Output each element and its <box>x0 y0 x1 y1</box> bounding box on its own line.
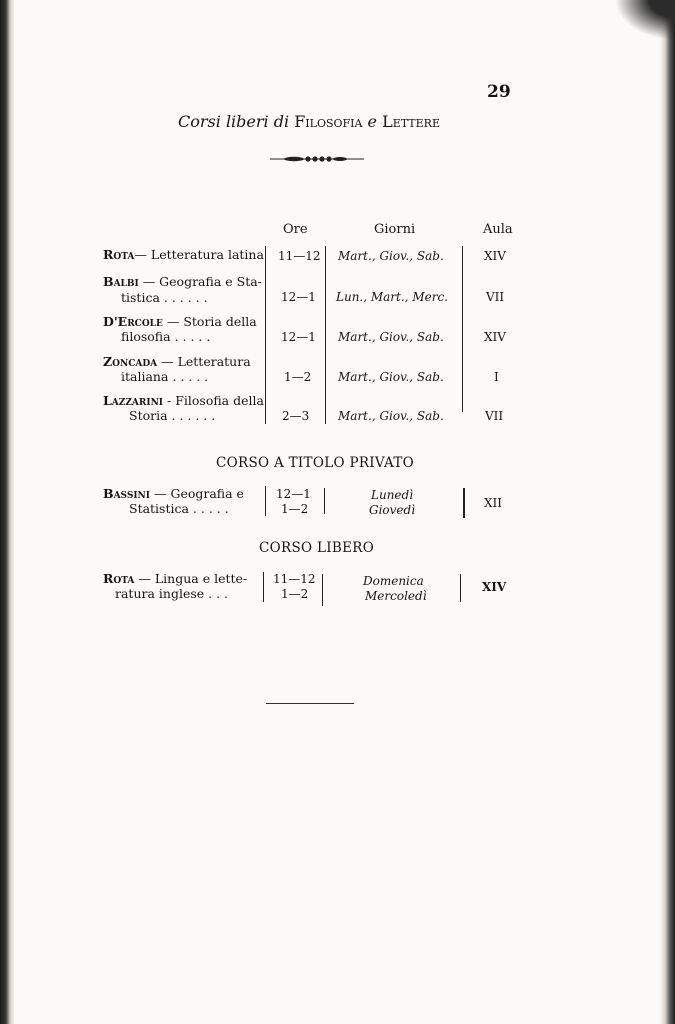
course-description: — Letteratura latina <box>134 247 264 262</box>
course-hours: 1—2 <box>281 587 309 601</box>
professor-name: Balbi <box>103 274 139 289</box>
course-description-cont: tistica . . . . . . <box>121 290 208 305</box>
table-divider-middle <box>322 574 323 606</box>
professor-name: Rota <box>103 247 135 262</box>
course-days: Mart., Giov., Sab. <box>338 330 444 344</box>
professor-name: Zoncada <box>103 354 158 369</box>
professor-name: Lazzarini <box>103 393 164 408</box>
course-room: XII <box>484 496 503 510</box>
ornament-divider-icon <box>270 154 364 164</box>
professor-name: Rota <box>103 571 135 586</box>
course-hours: 11—12 <box>278 249 321 263</box>
page-number: 29 <box>487 82 511 102</box>
course-room: I <box>494 370 499 384</box>
course-days: Lun., Mart., Merc. <box>336 290 448 304</box>
course-days: Mart., Giov., Sab. <box>338 409 444 423</box>
course-room: XIV <box>484 249 506 263</box>
table-divider-left <box>265 246 266 424</box>
title-part-2: Filosofia <box>294 112 363 131</box>
course-room: XIV <box>482 580 507 594</box>
table-divider-left <box>265 486 266 516</box>
table-row <box>103 246 264 264</box>
table-divider-right <box>462 246 463 412</box>
course-description: — Geografia e <box>153 486 244 501</box>
footer-rule <box>266 703 354 704</box>
course-days: Domenica <box>363 574 424 588</box>
table-divider-right <box>460 574 461 602</box>
course-days: Mart., Giov., Sab. <box>338 370 444 384</box>
course-room: VII <box>486 290 505 304</box>
title-part-4: Lettere <box>382 112 440 131</box>
course-description-cont: italiana . . . . . <box>121 369 209 384</box>
course-days: Mart., Giov., Sab. <box>338 249 444 263</box>
page-title <box>178 112 440 131</box>
professor-name: D'Ercole <box>103 314 163 329</box>
course-hours: 11—12 <box>273 572 316 586</box>
page-corner-shadow <box>615 0 675 40</box>
course-hours: 12—1 <box>281 330 316 344</box>
course-days: Mercoledì <box>365 589 427 603</box>
table-divider-middle <box>325 246 326 424</box>
column-header-giorni: Giorni <box>374 222 416 237</box>
section-title-privato: CORSO A TITOLO PRIVATO <box>216 455 415 471</box>
course-description-cont: ratura inglese . . . <box>115 586 229 601</box>
course-hours: 2—3 <box>282 409 310 423</box>
course-hours: 1—2 <box>281 502 309 516</box>
course-days: Lunedì <box>371 488 414 502</box>
course-hours: 12—1 <box>281 290 316 304</box>
course-room: VII <box>485 409 504 423</box>
section-title-libero: CORSO LIBERO <box>259 540 375 556</box>
course-description: — Lingua e lette- <box>138 571 248 586</box>
course-description-cont: Statistica . . . . . <box>129 501 229 516</box>
course-room: XIV <box>484 330 506 344</box>
course-description: - Filosofia della <box>167 393 264 408</box>
column-header-ore: Ore <box>283 222 308 237</box>
course-hours: 1—2 <box>284 370 312 384</box>
table-divider-right <box>463 488 465 518</box>
course-description-cont: filosofia . . . . . <box>121 329 211 344</box>
page-right-edge <box>661 0 675 1024</box>
book-binding-edge <box>0 0 14 1024</box>
title-part-1: Corsi liberi di <box>178 112 290 131</box>
table-divider-middle <box>324 488 325 514</box>
table-divider-left <box>263 572 264 602</box>
professor-name: Bassini <box>103 486 150 501</box>
course-description: — Letteratura <box>161 354 251 369</box>
course-days: Giovedì <box>369 503 416 517</box>
course-description: — Geografia e Sta- <box>142 274 262 289</box>
column-header-aula: Aula <box>483 222 513 237</box>
course-description-cont: Storia . . . . . . <box>129 408 216 423</box>
course-hours: 12—1 <box>276 487 311 501</box>
course-description: — Storia della <box>166 314 257 329</box>
title-part-3: e <box>367 112 377 131</box>
